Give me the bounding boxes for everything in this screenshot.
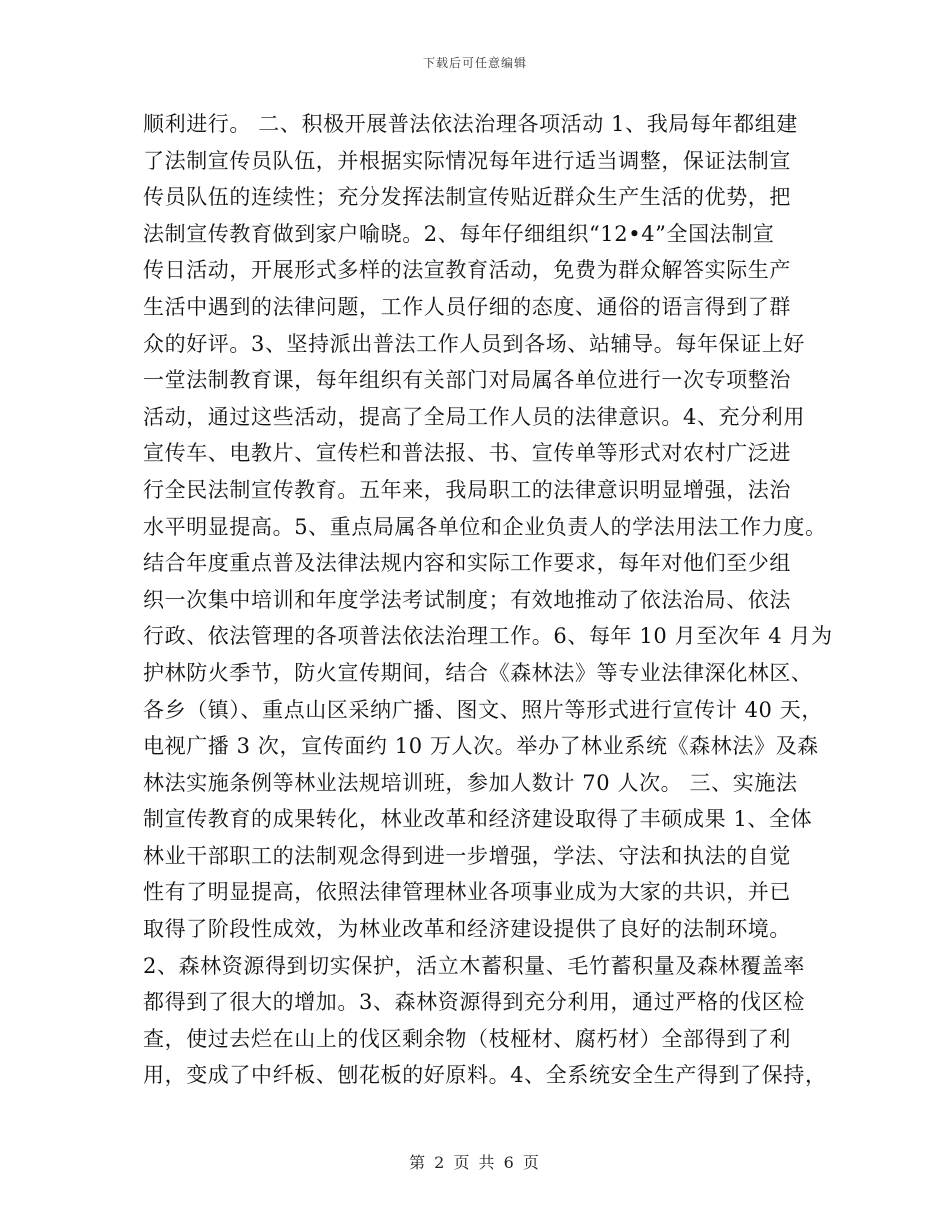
text-line: 都得到了很大的增加。3、森林资源得到充分利用，通过严格的伐区检 <box>143 990 805 1015</box>
text-line: 了法制宣传员队伍，并根据实际情况每年进行适当调整，保证法制宣 <box>143 148 791 173</box>
text-line: 法制宣传教育做到家户喻晓。2、每年仔细组织“12•4”全国法制宣 <box>143 221 775 246</box>
text-line: 林业干部职工的法制观念得到进一步增强，学法、守法和执法的自觉 <box>143 843 791 868</box>
text-line: 一堂法制教育课，每年组织有关部门对局属各单位进行一次专项整治 <box>143 368 791 393</box>
text-line: 织一次集中培训和年度学法考试制度；有效地推动了依法治局、依法 <box>143 587 791 612</box>
text-line: 结合年度重点普及法律法规内容和实际工作要求，每年对他们至少组 <box>143 551 791 576</box>
document-body <box>143 106 833 1094</box>
text-line: 宣传车、电教片、宣传栏和普法报、书、宣传单等形式对农村广泛进 <box>143 441 791 466</box>
text-line: 传日活动，开展形式多样的法宣教育活动，免费为群众解答实际生产 <box>143 258 791 283</box>
page-header: 下载后可任意编辑 <box>422 56 527 70</box>
text-line: 取得了阶段性成效，为林业改革和经济建设提供了良好的法制环境。 <box>143 917 791 942</box>
text-line: 林法实施条例等林业法规培训班，参加人数计 70 人次。 三、实施法 <box>143 770 798 795</box>
text-line: 生活中遇到的法律问题，工作人员仔细的态度、通俗的语言得到了群 <box>143 294 791 319</box>
text-line: 制宣传教育的成果转化，林业改革和经济建设取得了丰硕成果 1、全体 <box>143 807 813 832</box>
page-footer: 第 2 页 共 6 页 <box>409 1153 541 1172</box>
text-line: 行全民法制宣传教育。五年来，我局职工的法律意识明显增强，法治 <box>143 477 791 502</box>
text-line: 性有了明显提高，依照法律管理林业各项事业成为大家的共识，并已 <box>143 880 791 905</box>
text-line: 电视广播 3 次，宣传面约 10 万人次。举办了林业系统《森林法》及森 <box>143 734 819 759</box>
text-line: 水平明显提高。5、重点局属各单位和企业负责人的学法用法工作力度。 <box>143 514 827 539</box>
text-line: 各乡（镇）、重点山区采纳广播、图文、照片等形式进行宣传计 40 天， <box>143 697 823 722</box>
text-line: 查，使过去烂在山上的伐区剩余物（枝桠材、腐朽材）全部得到了利 <box>143 1026 791 1051</box>
text-line: 传员队伍的连续性；充分发挥法制宣传贴近群众生产生活的优势，把 <box>143 185 791 210</box>
text-line: 2、森林资源得到切实保护，活立木蓄积量、毛竹蓄积量及森林覆盖率 <box>143 953 805 978</box>
text-line: 活动，通过这些活动，提高了全局工作人员的法律意识。4、充分利用 <box>143 404 805 429</box>
text-line: 用，变成了中纤板、刨花板的好原料。4、全系统安全生产得到了保持， <box>143 1063 827 1088</box>
text-line: 行政、依法管理的各项普法依法治理工作。6、每年 10 月至次年 4 月为 <box>143 624 833 649</box>
text-line: 顺利进行。 二、积极开展普法依法治理各项活动 1、我局每年都组建 <box>143 112 798 136</box>
text-line: 众的好评。3、坚持派出普法工作人员到各场、站辅导。每年保证上好 <box>143 331 805 356</box>
text-line: 护林防火季节，防火宣传期间，结合《森林法》等专业法律深化林区、 <box>143 660 813 685</box>
